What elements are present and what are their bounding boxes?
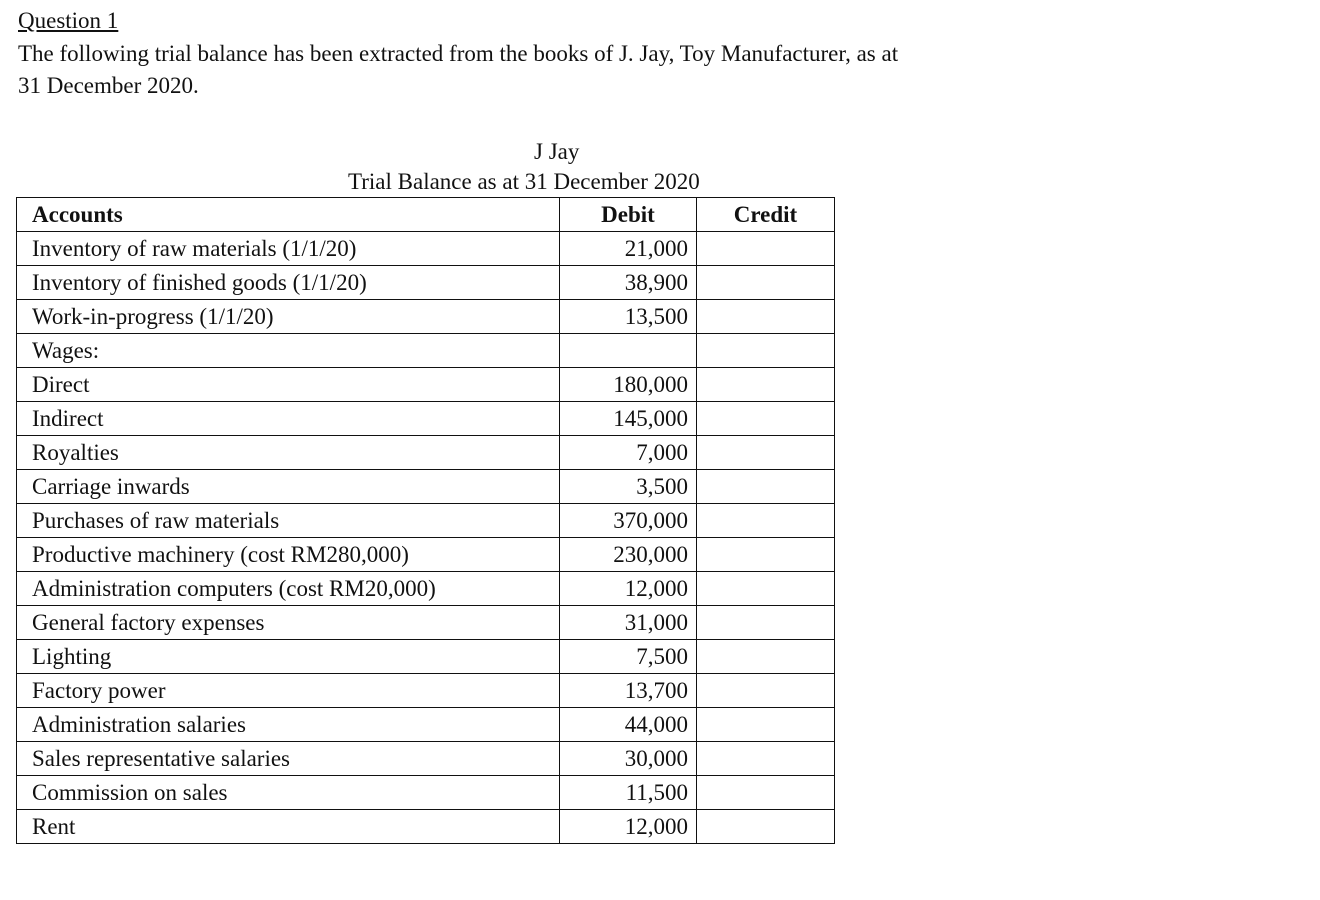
table-row (17, 470, 835, 504)
debit-cell: 3,500 (560, 470, 697, 504)
intro-line-1: The following trial balance has been extracted from the books of J. Jay, Toy Manufacturer, as at (18, 41, 899, 66)
account-cell: Wages: (17, 334, 560, 368)
debit-cell: 31,000 (560, 606, 697, 640)
credit-cell (697, 708, 835, 742)
credit-cell (697, 334, 835, 368)
table-row (17, 538, 835, 572)
table-header-row (17, 198, 835, 232)
table-row (17, 266, 835, 300)
table-row (17, 742, 835, 776)
trial-balance-table (16, 197, 835, 844)
table-row (17, 436, 835, 470)
debit-cell: 44,000 (560, 708, 697, 742)
header-accounts: Accounts (17, 198, 560, 232)
table-row (17, 334, 835, 368)
account-cell: Carriage inwards (17, 470, 560, 504)
table-row (17, 232, 835, 266)
account-cell: Royalties (17, 436, 560, 470)
credit-cell (697, 266, 835, 300)
question-intro (18, 38, 1218, 102)
debit-cell: 38,900 (560, 266, 697, 300)
account-cell: Commission on sales (17, 776, 560, 810)
credit-cell (697, 402, 835, 436)
account-cell: Purchases of raw materials (17, 504, 560, 538)
table-row (17, 810, 835, 844)
intro-line-2: 31 December 2020. (18, 73, 199, 98)
debit-cell (560, 334, 697, 368)
account-cell: Work-in-progress (1/1/20) (17, 300, 560, 334)
trial-balance-title: Trial Balance as at 31 December 2020 (348, 169, 700, 194)
account-cell: Inventory of finished goods (1/1/20) (17, 266, 560, 300)
credit-cell (697, 232, 835, 266)
debit-cell: 230,000 (560, 538, 697, 572)
debit-cell: 13,700 (560, 674, 697, 708)
account-cell: Sales representative salaries (17, 742, 560, 776)
account-cell: Direct (17, 368, 560, 402)
account-cell: Rent (17, 810, 560, 844)
credit-cell (697, 742, 835, 776)
table-body (17, 232, 835, 844)
table-row (17, 504, 835, 538)
table-row (17, 776, 835, 810)
account-cell: Indirect (17, 402, 560, 436)
credit-cell (697, 606, 835, 640)
debit-cell: 11,500 (560, 776, 697, 810)
table-row (17, 572, 835, 606)
debit-cell: 370,000 (560, 504, 697, 538)
account-cell: Lighting (17, 640, 560, 674)
credit-cell (697, 436, 835, 470)
credit-cell (697, 776, 835, 810)
table-row (17, 708, 835, 742)
account-cell: Administration salaries (17, 708, 560, 742)
credit-cell (697, 674, 835, 708)
debit-cell: 7,500 (560, 640, 697, 674)
table-row (17, 368, 835, 402)
credit-cell (697, 538, 835, 572)
account-cell: Productive machinery (cost RM280,000) (17, 538, 560, 572)
table-row (17, 300, 835, 334)
table-row (17, 402, 835, 436)
credit-cell (697, 572, 835, 606)
credit-cell (697, 470, 835, 504)
account-cell: Administration computers (cost RM20,000) (17, 572, 560, 606)
credit-cell (697, 504, 835, 538)
debit-cell: 30,000 (560, 742, 697, 776)
debit-cell: 21,000 (560, 232, 697, 266)
table-row (17, 606, 835, 640)
account-cell: General factory expenses (17, 606, 560, 640)
header-credit: Credit (697, 198, 835, 232)
debit-cell: 180,000 (560, 368, 697, 402)
account-cell: Inventory of raw materials (1/1/20) (17, 232, 560, 266)
debit-cell: 7,000 (560, 436, 697, 470)
question-heading: Question 1 (18, 8, 119, 33)
credit-cell (697, 368, 835, 402)
credit-cell (697, 810, 835, 844)
company-name: J Jay (534, 139, 580, 164)
debit-cell: 13,500 (560, 300, 697, 334)
credit-cell (697, 300, 835, 334)
credit-cell (697, 640, 835, 674)
header-debit: Debit (560, 198, 697, 232)
debit-cell: 145,000 (560, 402, 697, 436)
table-row (17, 640, 835, 674)
debit-cell: 12,000 (560, 572, 697, 606)
debit-cell: 12,000 (560, 810, 697, 844)
account-cell: Factory power (17, 674, 560, 708)
table-row (17, 674, 835, 708)
